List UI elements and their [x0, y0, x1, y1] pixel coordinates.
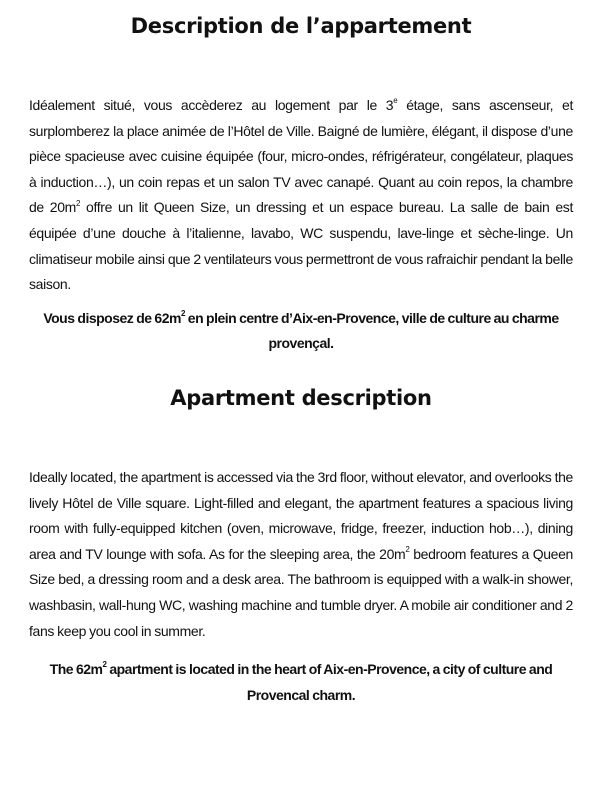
square-meter-superscript: 2: [76, 198, 81, 208]
french-section-title: Description de l’appartement: [130, 14, 472, 38]
english-description-paragraph: [29, 465, 573, 644]
french-paragraph-text-part-1: Idéalement situé, vous accèderez au logement par le 3: [29, 97, 394, 113]
french-paragraph-text-part-3: offre un lit Queen Size, un dressing et un espace bureau. La salle de bain est équipée d’une douche à l’italienne, lavabo, WC suspendu, lave-linge et sèche-linge. Un climatiseur mobile ainsi que 2 ventilateurs vous permettront de vous rafraichir pendant la belle saison.: [29, 199, 573, 293]
floor-ordinal-superscript: e: [393, 96, 398, 106]
english-highlight-statement: [29, 657, 573, 708]
french-highlight-text-part-1: Vous disposez de 62m: [43, 309, 181, 326]
square-meter-superscript: 2: [405, 545, 410, 555]
square-meter-superscript: 2: [102, 660, 107, 670]
english-highlight-text-part-2: apartment is located in the heart of Aix-en-Provence, a city of culture and Provencal charm.: [106, 661, 553, 703]
english-highlight-text-part-1: The 62m: [49, 661, 103, 678]
french-description-paragraph: [29, 93, 573, 298]
english-section-title: Apartment description: [170, 385, 432, 410]
french-paragraph-text-part-2: étage, sans ascenseur, et surplomberez la place animée de l’Hôtel de Ville. Baigné de lumière, élégant, il dispose d’une pièce spacieuse avec cuisine équipée (four, micro-ondes, réfrigérateur, congélateur, plaques à induction…), un coin repas et un salon TV avec canapé. Quant au coin repos, la chambre de 20m: [29, 97, 574, 216]
english-paragraph-text-part-2: bedroom features a Queen Size bed, a dressing room and a desk area. The bathroom is equipped with a walk-in shower, washbasin, wall-hung WC, washing machine and tumble dryer. A mobile air conditioner and 2 fans keep you cool in summer.: [29, 545, 573, 639]
square-meter-superscript: 2: [180, 309, 185, 319]
french-highlight-statement: [29, 306, 573, 357]
english-paragraph-text-part-1: Ideally located, the apartment is accessed via the 3rd floor, without elevator, and overlooks the lively Hôtel de Ville square. Light-filled and elegant, the apartment features a spacious living room with fully-equipped kitchen (oven, microwave, fridge, freezer, induction hob…), dining area and TV lounge with sofa. As for the sleeping area, the 20m: [29, 468, 573, 562]
french-highlight-text-part-2: en plein centre d’Aix-en-Provence, ville de culture au charme provençal.: [184, 309, 559, 352]
